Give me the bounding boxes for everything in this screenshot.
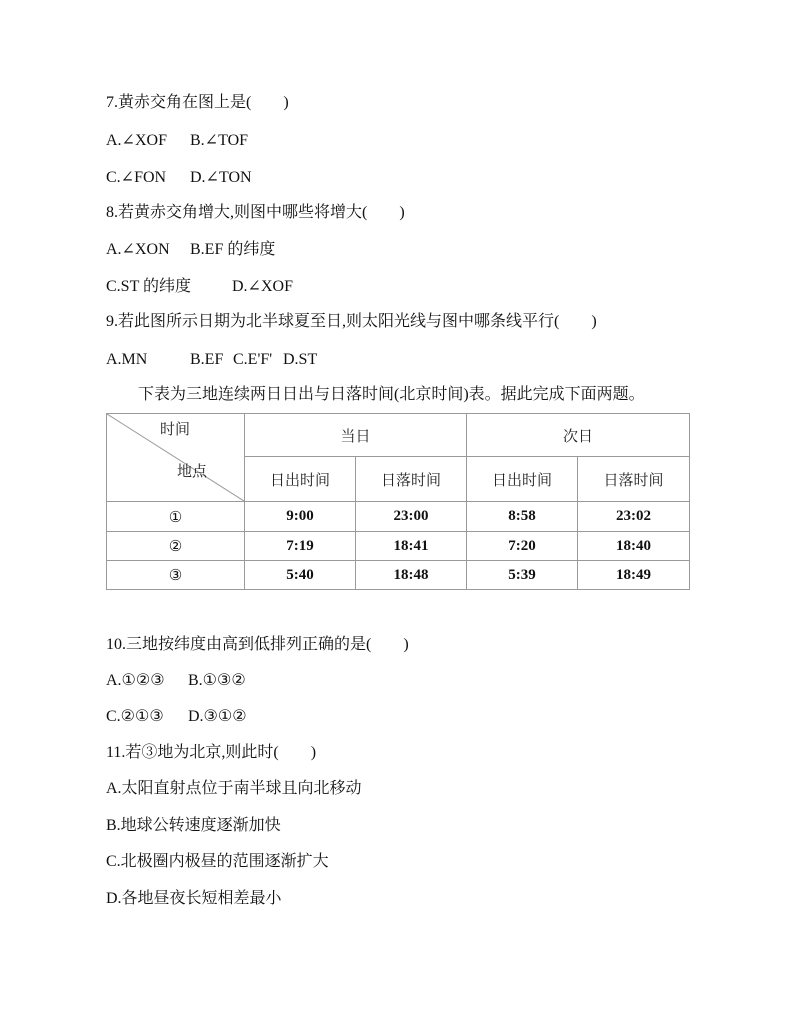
question-8-option-c: C.ST 的纬度 (106, 278, 192, 295)
question-7-stem: 7.黄赤交角在图上是( ) (106, 94, 289, 111)
question-9-option-a: A.MN (106, 351, 148, 368)
question-11-option-d: D.各地昼夜长短相差最小 (106, 890, 282, 907)
time-cell: 18:49 (578, 561, 690, 590)
question-9-option-d: D.ST (283, 351, 318, 368)
place-cell: ③ (107, 561, 245, 590)
time-cell: 18:48 (356, 561, 467, 590)
question-8-option-b: B.EF 的纬度 (190, 241, 276, 258)
time-cell: 5:40 (245, 561, 356, 590)
question-10-option-b: B.①③② (188, 672, 246, 689)
time-cell: 18:41 (356, 532, 467, 561)
corner-label-place: 地点 (177, 462, 208, 480)
question-8-stem: 8.若黄赤交角增大,则图中哪些将增大( ) (106, 204, 405, 221)
table-header-row-groups (107, 414, 690, 457)
table-row (107, 561, 690, 590)
question-9-option-b: B.EF (190, 351, 224, 368)
table-row (107, 502, 690, 532)
question-11-option-b: B.地球公转速度逐渐加快 (106, 817, 281, 834)
subheader-sunset-day2: 日落时间 (578, 457, 690, 502)
question-10-stem: 10.三地按纬度由高到低排列正确的是( ) (106, 636, 409, 653)
table-row (107, 532, 690, 561)
question-7-option-c: C.∠FON (106, 169, 167, 186)
question-11-option-c: C.北极圈内极昼的范围逐渐扩大 (106, 853, 329, 870)
question-10-option-d: D.③①② (188, 708, 247, 725)
question-9-option-c: C.E'F' (233, 351, 273, 368)
time-cell: 23:02 (578, 502, 690, 532)
question-7-option-b: B.∠TOF (190, 132, 249, 149)
group-header-day1: 当日 (245, 414, 467, 457)
time-cell: 23:00 (356, 502, 467, 532)
time-cell: 8:58 (467, 502, 578, 532)
place-cell: ① (107, 502, 245, 532)
question-9-stem: 9.若此图所示日期为北半球夏至日,则太阳光线与图中哪条线平行( ) (106, 313, 597, 330)
question-10-option-c: C.②①③ (106, 708, 164, 725)
table-intro-text: 下表为三地连续两日日出与日落时间(北京时间)表。据此完成下面两题。 (138, 386, 645, 403)
question-7-option-a: A.∠XOF (106, 132, 167, 149)
table-corner-header (107, 414, 245, 502)
time-cell: 5:39 (467, 561, 578, 590)
question-8-option-a: A.∠XON (106, 241, 170, 258)
time-cell: 7:19 (245, 532, 356, 561)
question-8-option-d: D.∠XOF (232, 278, 293, 295)
question-11-stem: 11.若③地为北京,则此时( ) (106, 744, 317, 761)
group-header-day2: 次日 (467, 414, 690, 457)
subheader-sunrise-day2: 日出时间 (467, 457, 578, 502)
question-10-option-a: A.①②③ (106, 672, 165, 689)
time-cell: 9:00 (245, 502, 356, 532)
sunrise-sunset-table (106, 413, 690, 590)
question-11-option-a: A.太阳直射点位于南半球且向北移动 (106, 780, 362, 797)
corner-label-time: 时间 (160, 420, 191, 438)
time-cell: 18:40 (578, 532, 690, 561)
place-cell: ② (107, 532, 245, 561)
subheader-sunset-day1: 日落时间 (356, 457, 467, 502)
question-7-option-d: D.∠TON (190, 169, 252, 186)
subheader-sunrise-day1: 日出时间 (245, 457, 356, 502)
time-cell: 7:20 (467, 532, 578, 561)
